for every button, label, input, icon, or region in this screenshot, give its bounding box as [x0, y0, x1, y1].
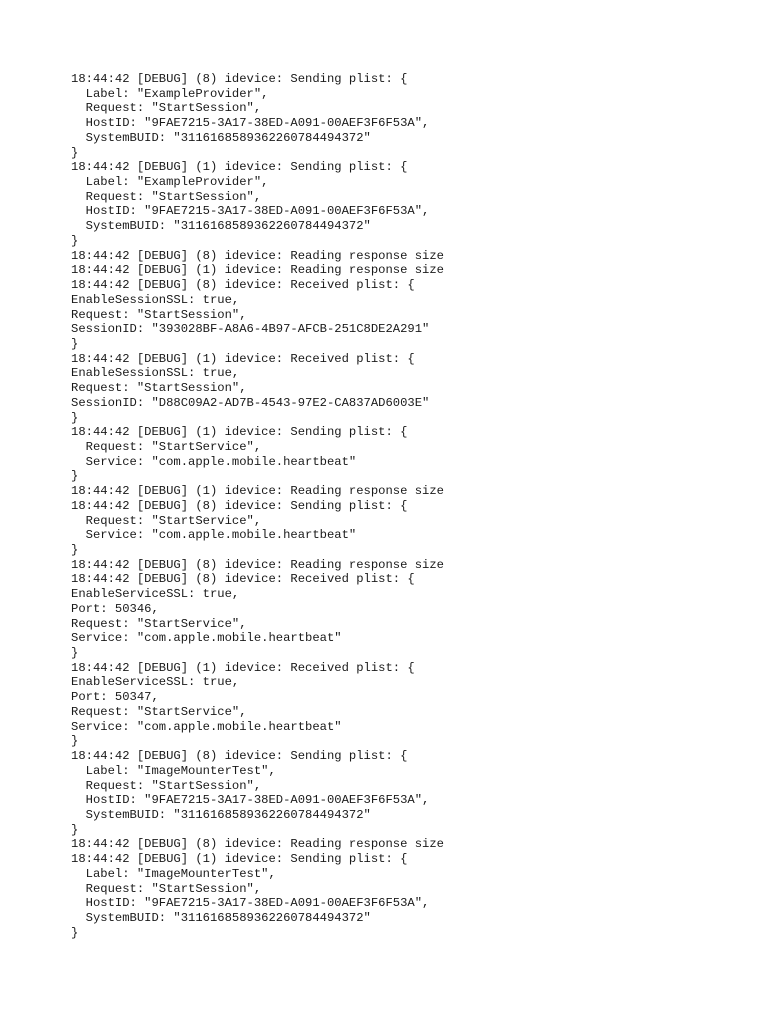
log-line: Service: "com.apple.mobile.heartbeat" [71, 719, 342, 734]
log-line: SystemBUID: "3116168589362260784494372" [71, 130, 371, 145]
log-line: Request: "StartService", [71, 439, 262, 454]
log-line: } [71, 469, 79, 484]
log-line: 18:44:42 [DEBUG] (8) idevice: Sending plist: { [71, 749, 408, 764]
log-line: Request: "StartSession", [71, 881, 262, 896]
log-line: Request: "StartService", [71, 704, 247, 719]
log-line: Label: "ImageMounterTest", [71, 763, 276, 778]
log-line: Service: "com.apple.mobile.heartbeat" [71, 631, 342, 646]
log-line: Request: "StartSession", [71, 778, 262, 793]
log-line: HostID: "9FAE7215-3A17-38ED-A091-00AEF3F6F53A", [71, 204, 430, 219]
log-line: EnableServiceSSL: true, [71, 587, 240, 602]
log-line: Port: 50346, [71, 601, 159, 616]
log-line: Request: "StartService", [71, 616, 247, 631]
log-line: EnableServiceSSL: true, [71, 675, 240, 690]
log-line: } [71, 336, 79, 351]
log-line: HostID: "9FAE7215-3A17-38ED-A091-00AEF3F6F53A", [71, 896, 430, 911]
log-line: SystemBUID: "3116168589362260784494372" [71, 807, 371, 822]
debug-log [71, 72, 444, 940]
log-line: Label: "ExampleProvider", [71, 175, 269, 190]
log-line: 18:44:42 [DEBUG] (1) idevice: Received plist: { [71, 660, 415, 675]
log-line: SystemBUID: "3116168589362260784494372" [71, 219, 371, 234]
log-line: Request: "StartSession", [71, 381, 247, 396]
log-line: SessionID: "393028BF-A8A6-4B97-AFCB-251C8DE2A291" [71, 322, 430, 337]
log-line: } [71, 233, 79, 248]
log-line: 18:44:42 [DEBUG] (1) idevice: Sending plist: { [71, 160, 408, 175]
log-line: Request: "StartService", [71, 513, 262, 528]
log-line: EnableSessionSSL: true, [71, 292, 240, 307]
log-line: 18:44:42 [DEBUG] (1) idevice: Reading response size [71, 484, 444, 499]
log-line: Request: "StartSession", [71, 307, 247, 322]
log-line: } [71, 822, 79, 837]
log-line: } [71, 543, 79, 557]
log-line: Request: "StartSession", [71, 101, 262, 116]
log-line: SessionID: "D88C09A2-AD7B-4543-97E2-CA837AD6003E" [71, 395, 430, 410]
log-line: 18:44:42 [DEBUG] (8) idevice: Sending plist: { [71, 72, 408, 86]
log-line: } [71, 734, 79, 749]
log-line: 18:44:42 [DEBUG] (8) idevice: Sending plist: { [71, 498, 408, 513]
log-line: HostID: "9FAE7215-3A17-38ED-A091-00AEF3F6F53A", [71, 116, 430, 131]
log-line: 18:44:42 [DEBUG] (8) idevice: Reading response size [71, 248, 444, 263]
log-line: 18:44:42 [DEBUG] (8) idevice: Reading response size [71, 557, 444, 572]
log-line: Label: "ExampleProvider", [71, 86, 269, 101]
log-line: 18:44:42 [DEBUG] (1) idevice: Received plist: { [71, 351, 415, 366]
log-line: 18:44:42 [DEBUG] (8) idevice: Received plist: { [71, 278, 415, 293]
log-line: HostID: "9FAE7215-3A17-38ED-A091-00AEF3F6F53A", [71, 793, 430, 808]
log-line: Service: "com.apple.mobile.heartbeat" [71, 528, 357, 543]
log-line: 18:44:42 [DEBUG] (1) idevice: Sending plist: { [71, 425, 408, 440]
log-line: } [71, 925, 79, 940]
log-line: } [71, 410, 79, 425]
log-line: 18:44:42 [DEBUG] (8) idevice: Reading response size [71, 837, 444, 852]
log-line: SystemBUID: "3116168589362260784494372" [71, 910, 371, 925]
log-line: EnableSessionSSL: true, [71, 366, 240, 381]
log-line: Service: "com.apple.mobile.heartbeat" [71, 454, 357, 469]
log-line: 18:44:42 [DEBUG] (1) idevice: Sending plist: { [71, 852, 408, 867]
log-line: } [71, 145, 79, 160]
log-line: Port: 50347, [71, 690, 159, 705]
log-line: 18:44:42 [DEBUG] (1) idevice: Reading response size [71, 263, 444, 278]
log-line: } [71, 646, 79, 661]
log-line: Request: "StartSession", [71, 189, 262, 204]
log-line: Label: "ImageMounterTest", [71, 866, 276, 881]
log-line: 18:44:42 [DEBUG] (8) idevice: Received plist: { [71, 572, 415, 587]
